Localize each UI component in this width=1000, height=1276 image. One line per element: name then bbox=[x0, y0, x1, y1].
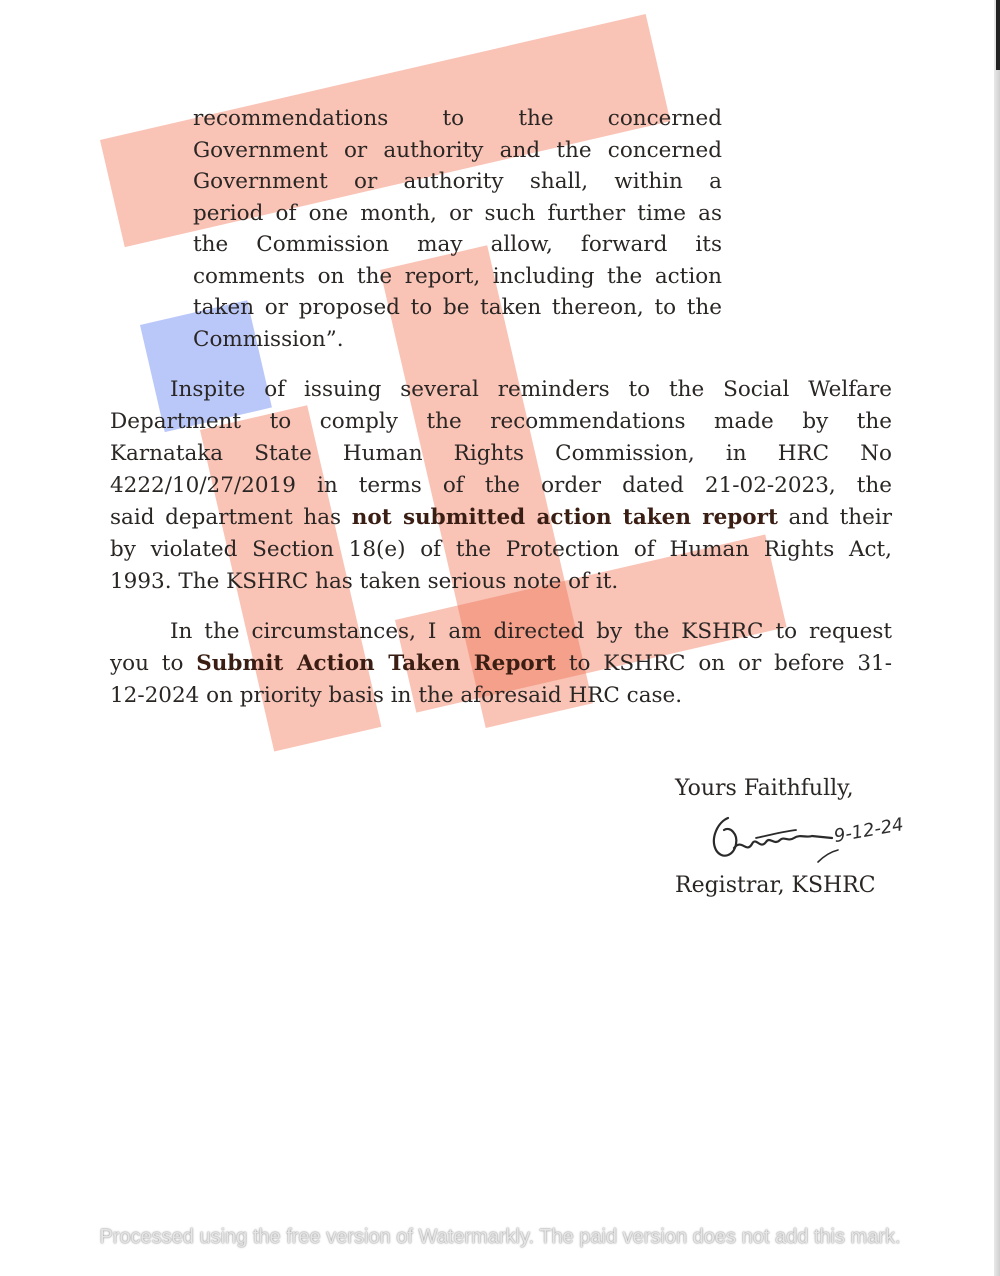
quote-line: Commission”. bbox=[193, 326, 344, 352]
quote-line: period of one month, or such further time as bbox=[193, 200, 722, 226]
paragraph-request bbox=[110, 616, 892, 712]
bold-phrase-submit-report: Submit Action Taken Report bbox=[196, 651, 556, 676]
para-line: Inspite of issuing several reminders to the Social Welfare bbox=[170, 377, 892, 402]
signatory-designation: Registrar, KSHRC bbox=[675, 873, 876, 898]
scan-edge bbox=[994, 0, 1000, 1276]
quote-line: Government or authority shall, within a bbox=[193, 169, 722, 194]
para-text: and their bbox=[777, 505, 892, 530]
para-line: In the circumstances, I am directed by the KSHRC to request bbox=[170, 619, 892, 644]
para-text: you to bbox=[110, 651, 197, 676]
handwritten-signature bbox=[700, 808, 960, 872]
quote-line: comments on the report, including the action bbox=[193, 263, 722, 289]
para-line: 4222/10/27/2019 in terms of the order dated 21-02-2023, the bbox=[110, 473, 892, 498]
paragraph-reminders bbox=[110, 374, 892, 598]
quote-line: Government or authority and the concerned bbox=[193, 137, 722, 163]
quoted-section-text bbox=[193, 103, 722, 355]
quote-line: the Commission may allow, forward its bbox=[193, 232, 722, 257]
quote-line: recommendations to the concerned bbox=[193, 106, 722, 131]
para-line: 12-2024 on priority basis in the aforesaid HRC case. bbox=[110, 683, 683, 708]
scan-edge-mark bbox=[996, 0, 1000, 70]
para-line: by violated Section 18(e) of the Protection of Human Rights Act, bbox=[110, 537, 892, 562]
para-text: to KSHRC on or before 31- bbox=[555, 651, 892, 676]
quote-line: taken or proposed to be taken thereon, to the bbox=[193, 295, 722, 320]
para-text: said department has bbox=[110, 505, 352, 530]
para-line bbox=[110, 648, 892, 680]
para-line: 1993. The KSHRC has taken serious note of it. bbox=[110, 569, 619, 594]
para-line bbox=[110, 502, 892, 534]
para-line: Department to comply the recommendations made by the bbox=[110, 409, 892, 434]
para-line: Karnataka State Human Rights Commission, in HRC No bbox=[110, 441, 892, 466]
bold-phrase-not-submitted: not submitted action taken report bbox=[351, 505, 778, 530]
signature-date: 9-12-24 bbox=[832, 814, 906, 847]
watermark-notice: Processed using the free version of Watermarkly. The paid version does not add this mark. bbox=[99, 1226, 901, 1248]
closing-salutation: Yours Faithfully, bbox=[675, 776, 854, 801]
